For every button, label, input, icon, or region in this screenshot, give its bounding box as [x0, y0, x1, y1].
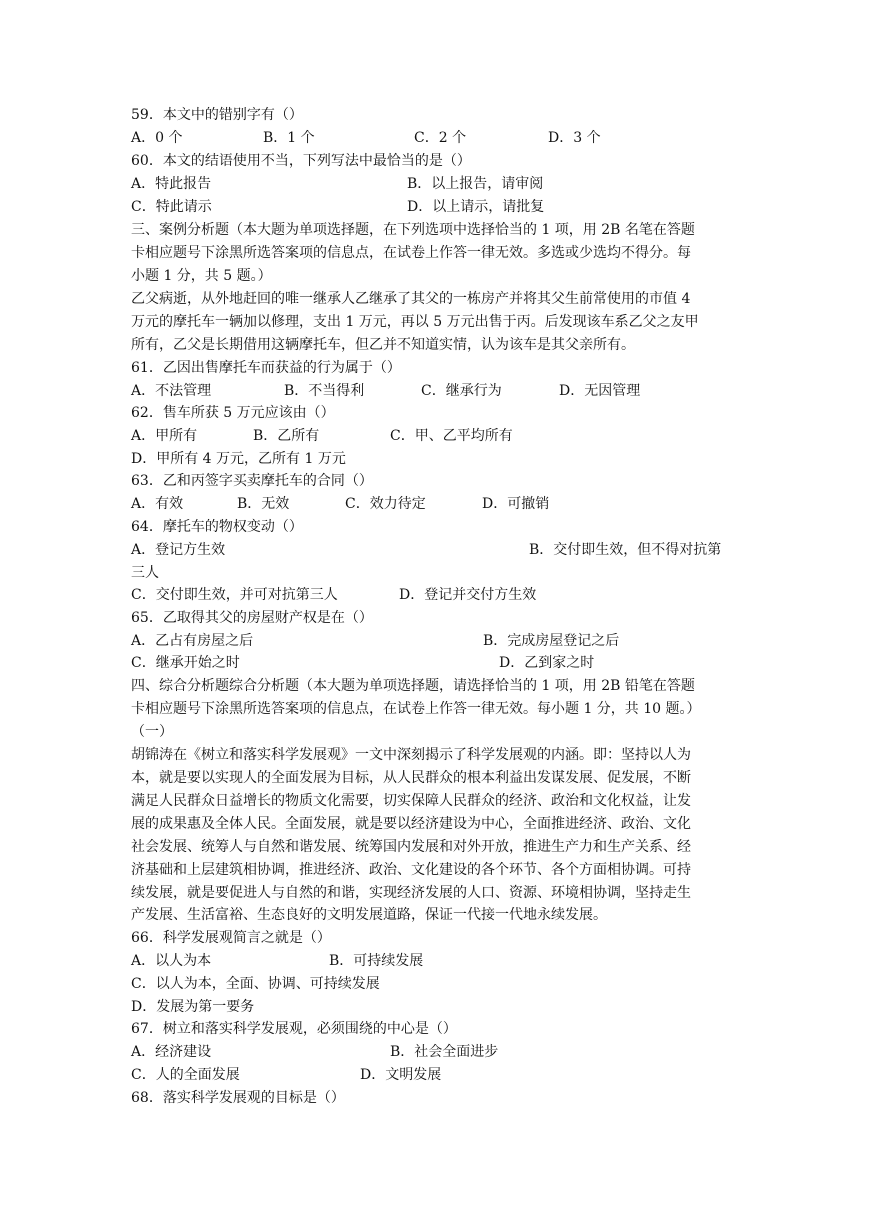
question-63-stem: 63．乙和丙签字买卖摩托车的合同（） — [131, 473, 373, 489]
question-59-stem: 59．本文中的错别字有（） — [131, 107, 303, 123]
case-text-line: 乙父病逝，从外地赶回的唯一继承人乙继承了其父的一栋房产并将其父生前常使用的市值 4 — [131, 291, 691, 307]
question-61-stem: 61．乙因出售摩托车而获益的行为属于（） — [131, 360, 401, 376]
question-64-stem: 64．摩托车的物权变动（） — [131, 519, 303, 535]
section-4-header-line: 卡相应题号下涂黑所选答案项的信息点，在试卷上作答一律无效。每小题 1 分，共 10 题。） — [131, 701, 701, 717]
question-59-options — [131, 127, 771, 149]
section-3-header-line: 三、案例分析题（本大题为单项选择题，在下列选项中选择恰当的 1 项，用 2B 名笔在答题 — [131, 222, 695, 238]
option-b: B．完成房屋登记之后 — [483, 633, 620, 649]
option-c: C．交付即生效，并可对抗第三人 — [131, 587, 338, 603]
option-b: B．乙所有 — [253, 428, 320, 444]
option-a: A．0 个 — [131, 130, 183, 146]
question-64-options-row2 — [131, 584, 771, 606]
question-64-option-b-continued: 三人 — [131, 565, 159, 581]
option-d: D．文明发展 — [360, 1067, 442, 1083]
option-b: B．无效 — [237, 496, 290, 512]
passage-line: 续发展，就是要促进人与自然的和谐，实现经济发展的人口、资源、环境相协调，坚持走生 — [131, 885, 691, 901]
question-62-stem: 62．售车所获 5 万元应该由（） — [131, 405, 335, 421]
option-b: B．可持续发展 — [329, 953, 424, 969]
option-b: B．社会全面进步 — [390, 1044, 499, 1060]
passage-line: 社会发展、统筹人与自然和谐发展、统筹国内发展和对外开放，推进生产力和生产关系、经 — [131, 839, 691, 855]
option-d: D．以上请示，请批复 — [407, 199, 545, 215]
option-a: A．有效 — [131, 496, 184, 512]
option-a: A．不法管理 — [131, 383, 212, 399]
passage-line: 本，就是要以实现人的全面发展为目标，从人民群众的根本利益出发谋发展、促发展，不断 — [131, 770, 691, 786]
option-c: C．特此请示 — [131, 199, 212, 215]
question-68-stem: 68．落实科学发展观的目标是（） — [131, 1090, 345, 1106]
case-text-line: 万元的摩托车一辆加以修理，支出 1 万元，再以 5 万元出售于丙。后发现该车系乙父之友甲 — [131, 314, 699, 330]
option-a: A．甲所有 — [131, 428, 198, 444]
question-62-option-d: D．甲所有 4 万元，乙所有 1 万元 — [131, 451, 346, 467]
option-a: A．乙占有房屋之后 — [131, 633, 254, 649]
question-67-options-row2 — [131, 1064, 771, 1086]
question-65-options-row2 — [131, 652, 771, 674]
option-c: C．继承开始之时 — [131, 655, 240, 671]
option-b: B．1 个 — [263, 130, 315, 146]
option-d: D．登记并交付方生效 — [399, 587, 537, 603]
question-65-options-row1 — [131, 630, 771, 652]
question-67-stem: 67．树立和落实科学发展观，必须围绕的中心是（） — [131, 1021, 457, 1037]
question-62-options — [131, 425, 771, 447]
section-4-header-line: 四、综合分析题综合分析题（本大题为单项选择题，请选择恰当的 1 项，用 2B 铅笔在答题 — [131, 678, 695, 694]
question-67-options-row1 — [131, 1041, 771, 1063]
option-c: C．甲、乙平均所有 — [390, 428, 513, 444]
option-a: A．特此报告 — [131, 176, 212, 192]
question-66-options-row1 — [131, 950, 771, 972]
option-a: A．登记方生效 — [131, 542, 226, 558]
passage-line: 济基础和上层建筑相协调，推进经济、政治、文化建设的各个环节、各个方面相协调。可持 — [131, 862, 691, 878]
passage-line: 产发展、生活富裕、生态良好的文明发展道路，保证一代接一代地永续发展。 — [131, 907, 607, 923]
question-61-options — [131, 380, 771, 402]
question-60-stem: 60．本文的结语使用不当，下列写法中最恰当的是（） — [131, 153, 471, 169]
section-4-subheading: （一） — [131, 724, 173, 740]
question-66-stem: 66．科学发展观简言之就是（） — [131, 930, 331, 946]
option-a: A．以人为本 — [131, 953, 212, 969]
option-d: D．3 个 — [548, 130, 601, 146]
option-b: B．以上报告，请审阅 — [407, 176, 544, 192]
option-a: A．经济建设 — [131, 1044, 212, 1060]
passage-line: 满足人民群众日益增长的物质文化需要，切实保障人民群众的经济、政治和文化权益，让发 — [131, 793, 691, 809]
option-d: D．乙到家之时 — [499, 655, 595, 671]
option-c: C．继承行为 — [421, 383, 502, 399]
option-d: D．无因管理 — [559, 383, 641, 399]
option-c: C．效力待定 — [345, 496, 426, 512]
question-66-option-d: D．发展为第一要务 — [131, 999, 255, 1015]
question-60-options-row2 — [131, 196, 771, 218]
option-c: C．人的全面发展 — [131, 1067, 240, 1083]
case-text-line: 所有，乙父是长期借用这辆摩托车，但乙并不知道实情，认为该车是其父亲所有。 — [131, 337, 635, 353]
section-3-header-line: 卡相应题号下涂黑所选答案项的信息点，在试卷上作答一律无效。多选或少选均不得分。每 — [131, 245, 691, 261]
passage-line: 展的成果惠及全体人民。全面发展，就是要以经济建设为中心，全面推进经济、政治、文化 — [131, 816, 691, 832]
passage-line: 胡锦涛在《树立和落实科学发展观》一文中深刻揭示了科学发展观的内涵。即：坚持以人为 — [131, 747, 691, 763]
question-60-options-row1 — [131, 173, 771, 195]
option-d: D．可撤销 — [482, 496, 550, 512]
question-65-stem: 65．乙取得其父的房屋财产权是在（） — [131, 610, 373, 626]
option-b: B．不当得利 — [284, 383, 365, 399]
question-63-options — [131, 493, 771, 515]
question-66-option-c: C．以人为本，全面、协调、可持续发展 — [131, 976, 380, 992]
section-3-header-line: 小题 1 分，共 5 题。） — [131, 268, 272, 284]
question-64-options-row1 — [131, 539, 771, 561]
option-b: B．交付即生效，但不得对抗第 — [529, 542, 722, 558]
option-c: C．2 个 — [414, 130, 467, 146]
